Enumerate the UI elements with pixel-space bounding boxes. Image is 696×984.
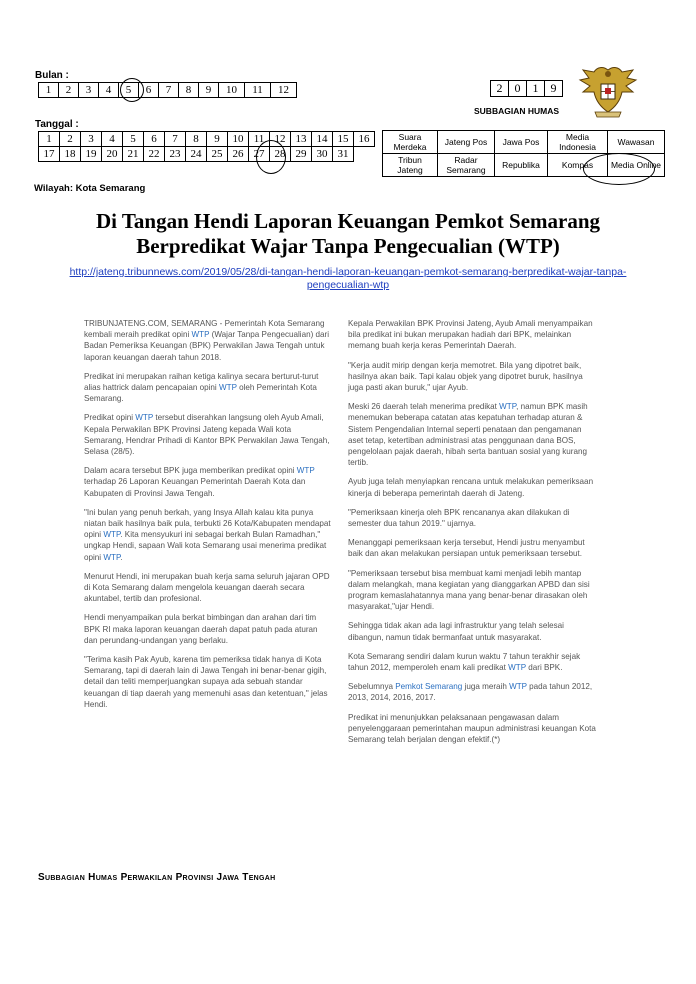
tanggal-cell-22: 22 [144, 147, 165, 162]
article-paragraph: Ayub juga telah menyiapkan rencana untuk melakukan pemeriksaan kinerja di beberapa pemerintah daerah di Jateng. [348, 477, 594, 498]
tanggal-cell-15: 15 [333, 132, 354, 147]
tanggal-cell-21: 21 [123, 147, 144, 162]
tanggal-cell-19: 19 [81, 147, 102, 162]
tanggal-cell-16: 16 [354, 132, 375, 147]
footer-agency: Subbagian Humas Perwakilan Provinsi Jawa Tengah [38, 872, 276, 883]
bulan-cell-3: 3 [79, 83, 99, 98]
tanggal-cell-17: 17 [39, 147, 60, 162]
bulan-cell-12: 12 [271, 83, 297, 98]
media-cell-republika: Republika [495, 154, 548, 177]
media-cell-jateng-pos: Jateng Pos [438, 131, 495, 154]
tanggal-cell-24: 24 [186, 147, 207, 162]
media-cell-wawasan: Wawasan [608, 131, 665, 154]
tanggal-cell-7: 7 [165, 132, 186, 147]
media-cell-radar-semarang: Radar Semarang [438, 154, 495, 177]
tanggal-cell-4: 4 [102, 132, 123, 147]
bulan-cell-7: 7 [159, 83, 179, 98]
tanggal-cell-6: 6 [144, 132, 165, 147]
bulan-cell-8: 8 [179, 83, 199, 98]
article-paragraph: Predikat ini menunjukkan pelaksanaan pengawasan dalam penyelenggaraan pemerintahan maupun administrasi keuangan Kota Semarang telah berjalan dengan efektif.(*) [348, 712, 596, 745]
tanggal-cell-5: 5 [123, 132, 144, 147]
bulan-cell-11: 11 [245, 83, 271, 98]
headline-line2: Berpredikat Wajar Tanpa Pengecualian (WTP) [136, 234, 560, 258]
article-right-column [348, 318, 596, 753]
source-link[interactable]: http://jateng.tribunnews.com/2019/05/28/di-tangan-hendi-laporan-keuangan-pemkot-semarang-berpredikat-wajar-tanpa-pengecualian-wtp [69, 266, 627, 291]
tanggal-cell-14: 14 [312, 132, 333, 147]
media-cell-tribun-jateng: Tribun Jateng [383, 154, 438, 177]
article-paragraph: Hendi menyampaikan pula berkat bimbingan dan arahan dari tim BPK RI maka laporan keuangan daerah dapat patuh pada aturan dan perundang-undangan yang berlaku. [84, 613, 318, 645]
article-paragraph: "Pemeriksaan kinerja oleh BPK rencananya akan dilakukan di semester dua tahun 2019." ujarnya. [348, 507, 570, 529]
media-selected-circle [583, 153, 655, 185]
media-cell-media-indonesia: Media Indonesia [548, 131, 608, 154]
media-cell-suara-merdeka: Suara Merdeka [383, 131, 438, 154]
bulan-cell-5: 5 [119, 83, 139, 98]
headline-line1: Di Tangan Hendi Laporan Keuangan Pemkot Semarang [95, 209, 601, 233]
bulan-cell-1: 1 [39, 83, 59, 98]
tanggal-cell-30: 30 [312, 147, 333, 162]
article-paragraph: Predikat ini merupakan raihan ketiga kalinya secara berturut-turut alias hattrick dalam pencapaian opini WTP oleh Pemerintah Kota Semarang. [84, 371, 319, 404]
tanggal-cell-23: 23 [165, 147, 186, 162]
tanggal-selected-circle [256, 140, 286, 174]
article-paragraph: Kota Semarang sendiri dalam kurun waktu 7 tahun terakhir sejak tahun 2012, memperoleh enam kali predikat WTP dari BPK. [348, 651, 581, 673]
article-paragraph: Menurut Hendi, ini merupakan buah kerja sama seluruh jajaran OPD di Kota Semarang dalam mengelola keuangan daerah secara akuntabel, tertib dan profesional. [84, 571, 330, 604]
tanggal-cell-18: 18 [60, 147, 81, 162]
tanggal-cell-26: 26 [228, 147, 249, 162]
article-paragraph: "Terima kasih Pak Ayub, karena tim pemeriksa tidak hanya di Kota Semarang, tapi di daerah lain di Jawa Tengah ini benar-benar gigih, detail dan teliti memperjuangkan supaya ada sebuah standar keuangan di tiap daerah yang memenuhi asas dan ketentuan," jelas Hendi. [84, 655, 328, 709]
tanggal-cell-1: 1 [39, 132, 60, 147]
article-paragraph: "Ini bulan yang penuh berkah, yang Insya Allah kalau kita punya niatan baik hasilnya baik pula, terbukti 26 Kota/Kabupaten mendapat opini WTP. Kita mensyukuri ini sebagai berkah Bulan Ramadhan," ungkap Hendi, sapaan Wali kota Semarang usai menerima predikat opini WTP. [84, 507, 331, 562]
tanggal-cell-8: 8 [186, 132, 207, 147]
tanggal-cell-31: 31 [333, 147, 354, 162]
tahun-grid [490, 80, 563, 97]
tanggal-cell-13: 13 [291, 132, 312, 147]
tanggal-cell-9: 9 [207, 132, 228, 147]
article-paragraph: Menanggapi pemeriksaan kerja tersebut, Hendi justru menyambut baik dan akan melakukan persiapan untuk pemeriksaan tersebut. [348, 538, 585, 559]
article-paragraph: Sebelumnya Pemkot Semarang juga meraih WTP pada tahun 2012, 2013, 2014, 2016, 2017. [348, 682, 593, 703]
bulan-cell-9: 9 [199, 83, 219, 98]
tahun-digit-1: 1 [527, 81, 545, 97]
tanggal-cell-3: 3 [81, 132, 102, 147]
wilayah-label: Wilayah: Kota Semarang [34, 183, 146, 194]
bulan-cell-2: 2 [59, 83, 79, 98]
bulan-cell-10: 10 [219, 83, 245, 98]
bulan-label: Bulan : [35, 70, 69, 81]
article-paragraph: Predikat opini WTP tersebut diserahkan langsung oleh Ayub Amali, Kepala Perwakilan BPK Provinsi Jateng kepada Wali kota Semarang, Hendrar Prihadi di Kantor BPK Perwakilan Jawa Tengah, Selasa (28/5). [84, 413, 330, 457]
article-paragraph: Kepala Perwakilan BPK Provinsi Jateng, Ayub Amali menyampaikan bila predikat ini bukan merupakan hadiah dari BPK, melainkan memang buah kerja keras Pemerintah Daerah. [348, 319, 593, 351]
article-clipping [80, 312, 610, 860]
tanggal-cell-2: 2 [60, 132, 81, 147]
article-paragraph: "Kerja audit mirip dengan kerja memotret. Bila yang dipotret baik, hasilnya akan baik. Tapi kalau objek yang dipotret buruk, hasilnya juga pasti akan buruk," ujar Ayub. [348, 360, 583, 393]
article-paragraph: Sehingga tidak akan ada lagi infrastruktur yang telah selesai dibangun, namun tidak bermanfaat untuk masyarakat. [348, 621, 564, 642]
bulan-grid [38, 82, 297, 98]
media-cell-kompas: Kompas [548, 154, 608, 177]
tanggal-cell-20: 20 [102, 147, 123, 162]
media-cell-jawa-pos: Jawa Pos [495, 131, 548, 154]
garuda-emblem-icon [577, 62, 639, 120]
article-left-column [84, 318, 332, 718]
tanggal-cell-25: 25 [207, 147, 228, 162]
article-paragraph: Meski 26 daerah telah menerima predikat WTP, namun BPK masih menemukan beberapa catatan atas kepatuhan terhadap aturan & Sistem Pengendalian Internal seperti penataan dan pengamanan aset tetap, ketertiban administrasi atas penggunaan dana BOS, pengelolaan pajak daerah, hibah serta bantuan sosial yang kurang tertib. [348, 402, 588, 468]
tanggal-grid [38, 131, 375, 162]
tanggal-cell-12: 12 [270, 132, 291, 147]
tanggal-cell-27: 27 [249, 147, 270, 162]
article-paragraph: TRIBUNJATENG.COM, SEMARANG - Pemerintah Kota Semarang kembali meraih predikat opini WTP (Wajar Tanpa Pengecualian) dari Badan Pemeriksa Keuangan (BPK) Perwakilan Jawa Tengah untuk laporan keuangan daerah tahun 2018. [84, 319, 330, 362]
tahun-digit-9: 9 [545, 81, 563, 97]
tanggal-label: Tanggal : [35, 119, 79, 130]
bulan-selected-circle [120, 78, 144, 102]
tanggal-cell-10: 10 [228, 132, 249, 147]
bulan-cell-4: 4 [99, 83, 119, 98]
tahun-digit-0: 0 [509, 81, 527, 97]
tanggal-cell-29: 29 [291, 147, 312, 162]
subbagian-humas-label: SUBBAGIAN HUMAS [474, 106, 559, 116]
article-paragraph: Dalam acara tersebut BPK juga memberikan predikat opini WTP terhadap 26 Laporan Keuangan Pemerintah Daerah Kota dan Kabupaten di Provinsi Jawa Tengah. [84, 466, 315, 498]
tanggal-cell-11: 11 [249, 132, 270, 147]
article-paragraph: "Pemeriksaan tersebut bisa membuat kami menjadi lebih mantap dalam melangkah, mana kegiatan yang dianggarkan APBD dan sisi program kemaslahatannya mana yang benar-benar dirasakan oleh masyarakat,"ujar Hendi. [348, 568, 590, 612]
media-cell-media-online: Media Online [608, 154, 665, 177]
tahun-digit-2: 2 [491, 81, 509, 97]
tanggal-cell-28: 28 [270, 147, 291, 162]
bulan-cell-6: 6 [139, 83, 159, 98]
